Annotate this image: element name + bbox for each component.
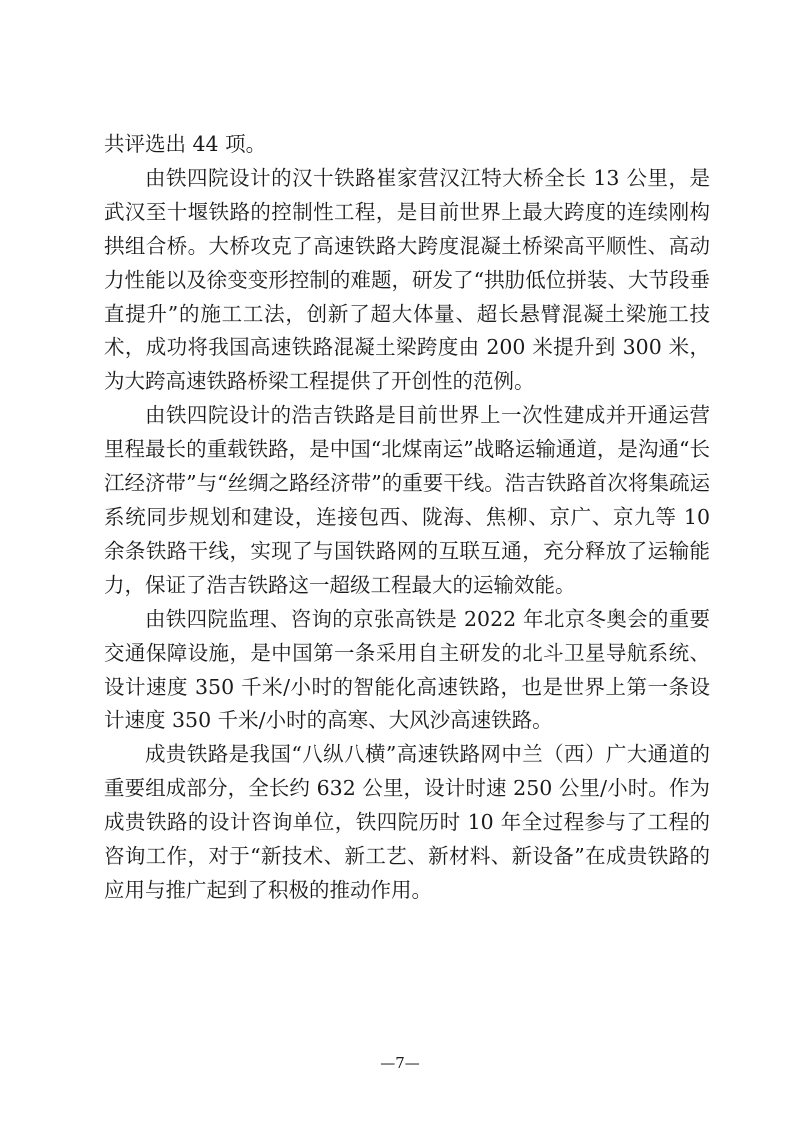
paragraph-haoji-railway: 由铁四院设计的浩吉铁路是目前世界上一次性建成并开通运营里程最长的重载铁路，是中国“北煤南运”战略运输通道，是沟通“长江经济带”与“丝绸之路经济带”的重要干线。浩吉铁路首次将集疏运系统同步规划和建设，连接包西、陇海、焦柳、京广、京九等 10 余条铁路干线，实现了与国铁路网的互联互通，充分释放了运输能力，保证了浩吉铁路这一超级工程最大的运输效能。: [104, 403, 710, 597]
page-number: —7—: [380, 1054, 420, 1072]
paragraph-jingzhang-railway: 由铁四院监理、咨询的京张高铁是 2022 年北京冬奥会的重要交通保障设施，是中国第一条采用自主研发的北斗卫星导航系统、设计速度 350 千米/小时的智能化高速铁路，也是世界上第一条设计速度 350 千米/小时的高寒、大风沙高速铁路。: [104, 606, 710, 733]
paragraph-continuation: 共评选出 44 项。: [104, 132, 267, 156]
document-body: [104, 128, 710, 908]
paragraph-chenggui-railway: 成贵铁路是我国“八纵八横”高速铁路网中兰（西）广大通道的重要组成部分，全长约 632 公里，设计时速 250 公里/小时。作为成贵铁路的设计咨询单位，铁四院历时 10 年全过程参与了工程的咨询工作，对于“新技术、新工艺、新材料、新设备”在成贵铁路的应用与推广起到了积极的推动作用。: [104, 742, 710, 902]
paragraph-hanshi-bridge: 由铁四院设计的汉十铁路崔家营汉江特大桥全长 13 公里，是武汉至十堰铁路的控制性工程，是目前世界上最大跨度的连续刚构拱组合桥。大桥攻克了高速铁路大跨度混凝土桥梁高平顺性、高动力性能以及徐变变形控制的难题，研发了“拱肋低位拼装、大节段垂直提升”的施工工法，创新了超大体量、超长悬臂混凝土梁施工技术，成功将我国高速铁路混凝土梁跨度由 200 米提升到 300 米，为大跨高速铁路桥梁工程提供了开创性的范例。: [104, 165, 710, 394]
